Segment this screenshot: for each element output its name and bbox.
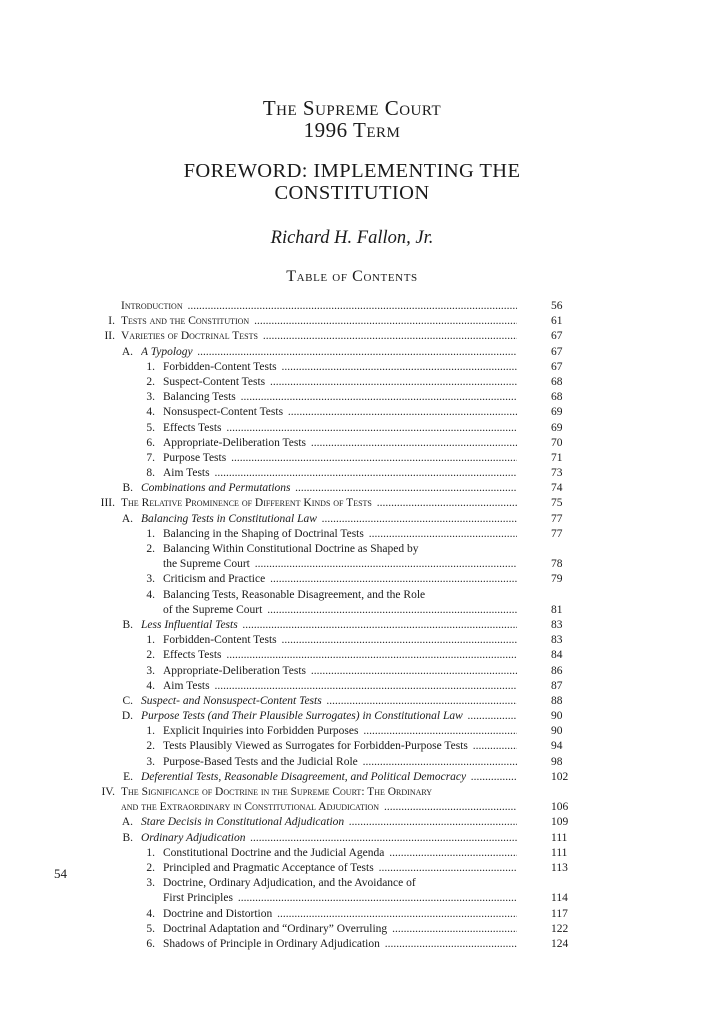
court-title: The Supreme Court [262, 96, 442, 120]
toc-entry [97, 815, 577, 830]
toc-entry-number: A. [121, 512, 133, 525]
toc-entry [97, 770, 577, 785]
toc-entry-number: 5. [146, 922, 155, 935]
toc-entry-label [141, 694, 517, 709]
toc-entry-label-text: Purpose Tests (and Their Plausible Surrogates) in Constitutional Law [141, 710, 463, 723]
toc-entry-label-text: Balancing Tests [163, 391, 236, 404]
toc-entry-label [121, 299, 517, 314]
toc-entry-page: 122 [551, 922, 569, 935]
toc-entry-page: 77 [551, 512, 563, 525]
toc-entry-page: 109 [551, 816, 569, 829]
toc-entry-label [163, 846, 517, 861]
toc-entry-label [163, 451, 517, 466]
toc-entry-label [163, 572, 517, 587]
toc-entry-label-text: Nonsuspect-Content Tests [163, 406, 284, 419]
toc-entry-number: B. [122, 831, 133, 844]
foreword-title-line-2: CONSTITUTION [274, 182, 430, 204]
toc-entry-page: 70 [551, 436, 563, 449]
toc-entry-number: 2. [146, 543, 155, 555]
toc-entry-label [141, 481, 517, 496]
toc-entry [97, 846, 577, 861]
toc-entry [97, 664, 577, 679]
toc-entry-label [163, 739, 517, 754]
toc-entry-label-text: Forbidden-Content Tests [163, 360, 277, 373]
toc-entry-number: E. [123, 770, 133, 783]
toc-entry-page: 83 [551, 634, 563, 647]
toc-entry-label [141, 618, 517, 633]
toc-entry-page: 73 [551, 467, 563, 480]
toc-entry-label-text: Tests and the Constitution [121, 315, 250, 328]
toc-entry-number: 2. [146, 740, 155, 753]
toc-entry-label-continued-text: the Supreme Court [163, 558, 250, 571]
table-of-contents [97, 299, 577, 952]
toc-entry-label-text: The Significance of Doctrine in the Supreme Court: The Ordinary [121, 786, 433, 799]
toc-entry-number: B. [122, 618, 133, 631]
toc-entry-page: 69 [551, 421, 563, 434]
author-name: Richard H. Fallon, Jr. [270, 228, 434, 248]
toc-entry [97, 739, 577, 754]
toc-entry-label-text: Doctrine and Distortion [163, 907, 273, 920]
toc-entry-number: 1. [146, 725, 155, 738]
toc-entry-number: I. [108, 315, 115, 328]
toc-entry-label-text: Effects Tests [163, 421, 222, 434]
toc-entry-number: 3. [146, 755, 155, 768]
toc-entry-number: 3. [146, 877, 155, 890]
toc-entry [97, 329, 577, 344]
toc-entry-label [163, 633, 517, 648]
toc-entry [97, 451, 577, 466]
toc-entry-label [141, 709, 517, 724]
toc-entry-label [163, 436, 517, 451]
toc-entry-label-text: Less Influential Tests [141, 618, 238, 631]
toc-entry-label [163, 421, 517, 436]
toc-entry [97, 633, 577, 648]
toc-entry-label [141, 831, 517, 846]
toc-entry-label [163, 679, 517, 694]
toc-entry-page: 117 [551, 907, 568, 920]
toc-entry [97, 618, 577, 633]
toc-entry [97, 861, 577, 876]
toc-entry-number: 2. [146, 375, 155, 388]
toc-entry [97, 831, 577, 846]
toc-entry-label-text: Constitutional Doctrine and the Judicial Agenda [163, 846, 385, 859]
toc-entry-label [121, 314, 517, 329]
toc-entry-page: 83 [551, 618, 563, 631]
toc-entry-label [163, 755, 517, 770]
toc-entry [97, 694, 577, 709]
toc-entry-label-text: A Typology [141, 345, 193, 358]
toc-entry-label [163, 648, 517, 663]
toc-entry-label [121, 329, 517, 344]
toc-entry-label-text: Stare Decisis in Constitutional Adjudication [141, 816, 345, 829]
toc-entry [97, 375, 577, 390]
toc-entry-page: 68 [551, 375, 563, 388]
toc-entry [97, 421, 577, 436]
toc-entry [97, 755, 577, 770]
toc-entry-number: C. [122, 694, 133, 707]
toc-entry-page: 113 [551, 861, 568, 874]
toc-entry [97, 314, 577, 329]
toc-entry-page: 68 [551, 391, 563, 404]
toc-entry-label-text: Balancing Tests, Reasonable Disagreement, and the Role [163, 588, 426, 601]
toc-entry [97, 512, 577, 527]
toc-entry-label-text: Purpose-Based Tests and the Judicial Role [163, 755, 358, 768]
toc-entry-page: 71 [551, 451, 563, 464]
toc-entry-label-text: Suspect-Content Tests [163, 375, 266, 388]
toc-entry-label-text: Aim Tests [163, 679, 210, 692]
toc-entry-label-text: Shadows of Principle in Ordinary Adjudication [163, 937, 380, 950]
toc-entry-label [163, 588, 427, 603]
toc-entry-label-text: Suspect- and Nonsuspect-Content Tests [141, 694, 322, 707]
toc-entry-number: A. [121, 345, 133, 358]
toc-entry [97, 481, 577, 496]
toc-entry-number: D. [121, 710, 133, 723]
toc-entry-number: 2. [146, 649, 155, 662]
toc-entry-label-text: Ordinary Adjudication [141, 831, 246, 844]
toc-entry-page: 81 [551, 603, 563, 616]
toc-entry-number: B. [122, 482, 133, 495]
toc-entry [97, 922, 577, 937]
toc-entry-number: II. [104, 330, 115, 343]
toc-title: Table of Contents [286, 268, 418, 285]
toc-entry-label-text: Criticism and Practice [163, 573, 266, 586]
toc-entry-page: 79 [551, 573, 563, 586]
toc-entry-label-text: Appropriate-Deliberation Tests [163, 436, 307, 449]
toc-entry-number: A. [121, 816, 133, 829]
foreword-title [0, 160, 704, 204]
toc-entry [97, 390, 577, 405]
toc-entry-label-text: Principled and Pragmatic Acceptance of Tests [163, 861, 374, 874]
toc-entry-label-continued [163, 603, 517, 618]
toc-entry-label [163, 937, 517, 952]
toc-entry-label-text: Deferential Tests, Reasonable Disagreement, and Political Democracy [141, 770, 467, 783]
toc-entry [97, 709, 577, 724]
toc-entry-number: 4. [146, 588, 155, 601]
toc-entry-number: III. [100, 497, 115, 510]
toc-entry-number: 4. [146, 907, 155, 920]
toc-entry-page: 67 [551, 345, 563, 358]
toc-entry-page: 56 [551, 300, 563, 312]
toc-entry-number: 1. [146, 527, 155, 540]
toc-entry [97, 724, 577, 739]
toc-entry-page: 90 [551, 710, 563, 723]
toc-entry-label [163, 466, 517, 481]
toc-entry-page: 86 [551, 664, 563, 677]
toc-entry-label [141, 512, 517, 527]
toc-entry [97, 436, 577, 451]
toc-entry-label [163, 542, 420, 557]
toc-entry-label [141, 770, 517, 785]
toc-entry-label [163, 861, 517, 876]
toc-entry-label-text: Explicit Inquiries into Forbidden Purposes [163, 725, 359, 738]
toc-entry-label-text: Tests Plausibly Viewed as Surrogates for Forbidden-Purpose Tests [163, 740, 468, 753]
toc-entry-label [163, 405, 517, 420]
toc-entry-page: 90 [551, 725, 563, 738]
toc-entry-page: 114 [551, 892, 568, 905]
toc-entry-page: 111 [551, 846, 568, 859]
toc-entry-label-text: Combinations and Permutations [141, 482, 291, 495]
toc-entry-number: 4. [146, 406, 155, 419]
toc-entry-page: 102 [551, 770, 569, 783]
toc-entry-page: 67 [551, 330, 563, 343]
toc-entry [97, 345, 577, 360]
toc-entry [97, 527, 577, 542]
toc-entry-label-continued [163, 557, 517, 572]
toc-entry-label [163, 375, 517, 390]
toc-entry-label [163, 664, 517, 679]
toc-entry [97, 937, 577, 952]
toc-entry-number: 2. [146, 861, 155, 874]
toc-entry-number: 3. [146, 391, 155, 404]
toc-entry-label-text: Doctrinal Adaptation and “Ordinary” Overruling [163, 922, 388, 935]
toc-entry [97, 648, 577, 663]
toc-entry-number: 7. [146, 451, 155, 464]
toc-entry-page: 111 [551, 831, 568, 844]
toc-entry-label-text: The Relative Prominence of Different Kinds of Tests [121, 497, 372, 510]
toc-entry-label-continued-text: First Principles [163, 892, 233, 905]
toc-entry-label-text: Effects Tests [163, 649, 222, 662]
toc-entry-label-continued-text: of the Supreme Court [163, 603, 263, 616]
toc-entry [97, 299, 577, 314]
toc-entry-page: 98 [551, 755, 563, 768]
toc-entry-label [121, 785, 434, 800]
toc-entry-number: 3. [146, 664, 155, 677]
toc-entry [97, 876, 577, 906]
toc-entry-page: 61 [551, 315, 563, 328]
toc-entry-page: 74 [551, 482, 563, 495]
toc-entry-label [163, 876, 418, 891]
toc-entry-page: 94 [551, 740, 563, 753]
toc-entry-label-text: Balancing Tests in Constitutional Law [141, 512, 317, 525]
page-number: 54 [54, 866, 67, 881]
toc-entry-label-text: Balancing Within Constitutional Doctrine as Shaped by [163, 543, 419, 555]
toc-entry-label [163, 360, 517, 375]
toc-entry-number: 8. [146, 467, 155, 480]
toc-entry-label [141, 815, 517, 830]
toc-entry-page: 106 [551, 801, 569, 814]
toc-entry-label-text: Doctrine, Ordinary Adjudication, and the Avoidance of [163, 877, 416, 890]
toc-entry-number: 1. [146, 360, 155, 373]
toc-entry-label [163, 390, 517, 405]
toc-entry-label-continued [121, 800, 517, 815]
toc-entry-number: 4. [146, 679, 155, 692]
toc-entry-page: 67 [551, 360, 563, 373]
toc-entry-label-continued-text: and the Extraordinary in Constitutional Adjudication [121, 801, 380, 814]
toc-entry-label [163, 527, 517, 542]
toc-entry-number: 1. [146, 846, 155, 859]
toc-entry-label-text: Balancing in the Shaping of Doctrinal Tests [163, 527, 364, 540]
toc-entry [97, 360, 577, 375]
toc-entry-label [163, 724, 517, 739]
toc-entry [97, 679, 577, 694]
toc-entry-page: 88 [551, 694, 563, 707]
toc-entry-number: IV. [101, 786, 115, 799]
toc-entry [97, 588, 577, 618]
toc-entry [97, 572, 577, 587]
toc-entry-label [121, 496, 517, 511]
toc-entry-label [141, 345, 517, 360]
toc-entry-page: 75 [551, 497, 563, 510]
toc-entry-page: 87 [551, 679, 563, 692]
toc-entry [97, 542, 577, 572]
toc-entry-page: 77 [551, 527, 563, 540]
toc-entry-page: 78 [551, 558, 563, 571]
toc-entry-label-text: Introduction [121, 300, 183, 312]
toc-entry-label-text: Aim Tests [163, 467, 210, 480]
toc-entry-label-text: Appropriate-Deliberation Tests [163, 664, 307, 677]
toc-entry [97, 405, 577, 420]
toc-entry-number: 3. [146, 573, 155, 586]
toc-entry-label-text: Purpose Tests [163, 451, 227, 464]
toc-entry [97, 496, 577, 511]
foreword-title-line-1: FOREWORD: IMPLEMENTING THE [183, 160, 521, 182]
toc-entry-page: 84 [551, 649, 563, 662]
toc-entry-number: 5. [146, 421, 155, 434]
toc-entry-label-text: Varieties of Doctrinal Tests [121, 330, 258, 343]
term-title: 1996 Term [303, 118, 401, 142]
toc-entry [97, 785, 577, 815]
toc-entry-number: 6. [146, 937, 155, 950]
toc-entry-label [163, 907, 517, 922]
toc-entry-label-text: Forbidden-Content Tests [163, 634, 277, 647]
toc-entry [97, 907, 577, 922]
toc-entry-label [163, 922, 517, 937]
toc-entry-page: 124 [551, 937, 569, 950]
toc-entry-page: 69 [551, 406, 563, 419]
toc-entry-number: 1. [146, 634, 155, 647]
toc-entry-label-continued [163, 891, 517, 906]
toc-entry-number: 6. [146, 436, 155, 449]
toc-entry [97, 466, 577, 481]
